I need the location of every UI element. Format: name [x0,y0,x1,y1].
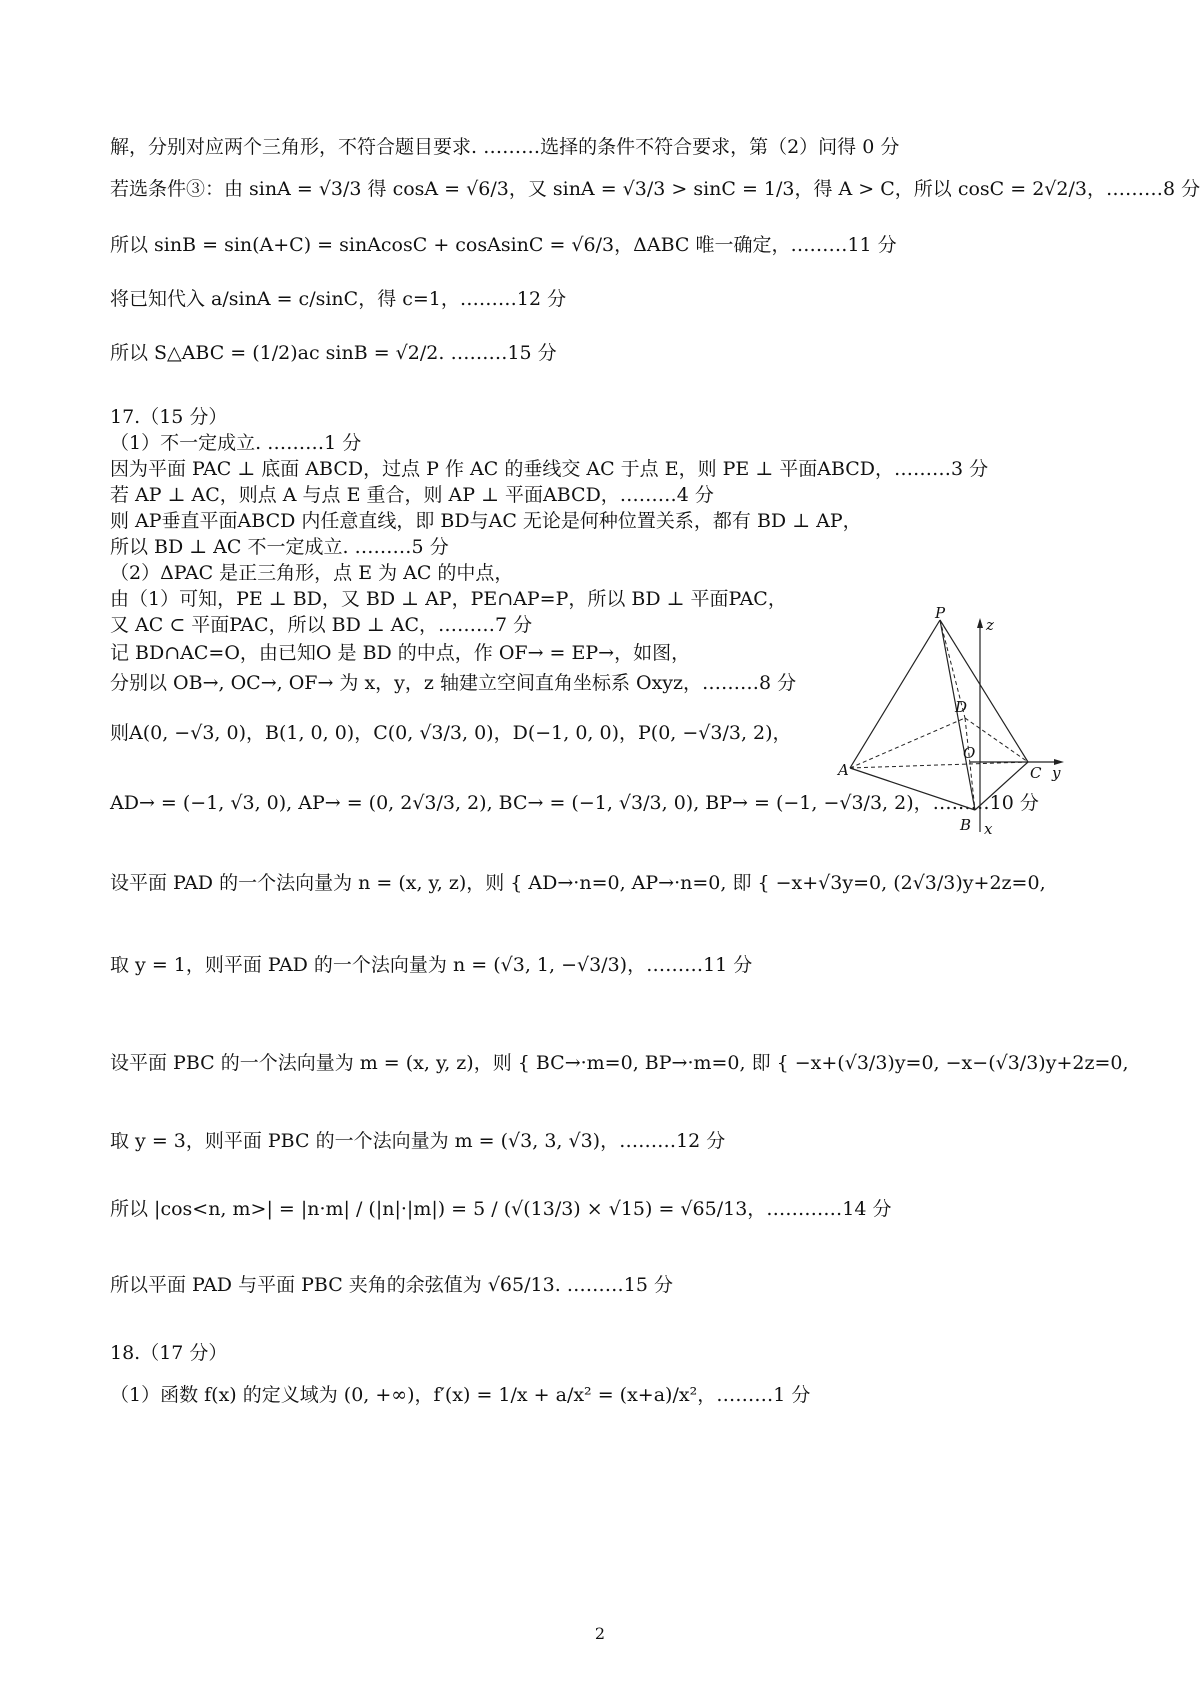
label-y: y [1052,764,1061,782]
edge-PA [850,620,940,768]
text-line: 设平面 PBC 的一个法向量为 m = (x, y, z)，则 { BC→·m=0, BP→·m=0, 即 { −x+(√3/3)y=0, −x−(√3/3)y+2z=0, [110,1052,1129,1074]
page-number: 2 [594,1624,606,1643]
text-line: 则A(0, −√3, 0)，B(1, 0, 0)，C(0, √3/3, 0)，D(−1, 0, 0)，P(0, −√3/3, 2)， [110,722,792,744]
text-line: 记 BD∩AC=O，由已知O 是 BD 的中点，作 OF→ = EP→，如图， [110,642,691,664]
pyramid-figure [838,604,1160,880]
text-line: （2）ΔPAC 是正三角形，点 E 为 AC 的中点， [110,562,514,584]
text-line: 分别以 OB→, OC→, OF→ 为 x，y，z 轴建立空间直角坐标系 Oxyz，………8 分 [110,672,797,694]
text-line: 所以平面 PAD 与平面 PBC 夹角的余弦值为 √65/13. ………15 分 [110,1274,673,1296]
label-x: x [984,820,993,838]
text-line: 则 AP垂直平面ABCD 内任意直线，即 BD与AC 无论是何种位置关系，都有 BD ⊥ AP， [110,510,862,532]
text-line: （1）函数 f(x) 的定义域为 (0, +∞)，f′(x) = 1/x + a/x² = (x+a)/x²，………1 分 [110,1384,811,1406]
text-line: 设平面 PAD 的一个法向量为 n = (x, y, z)，则 { AD→·n=0, AP→·n=0, 即 { −x+√3y=0, (2√3/3)y+2z=0, [110,872,1046,894]
text-line: AD→ = (−1, √3, 0), AP→ = (0, 2√3/3, 2), BC→ = (−1, √3/3, 0), BP→ = (−1, −√3/3, 2)，………10 分 [110,792,1039,814]
text-line: 取 y = 3，则平面 PBC 的一个法向量为 m = (√3, 3, √3)，………12 分 [110,1130,726,1152]
text-line: （1）不一定成立. ………1 分 [110,432,362,454]
edge-AB [850,768,975,810]
text-line: 将已知代入 a/sinA = c/sinC，得 c=1，………12 分 [110,288,567,310]
z-arrow-icon [977,618,983,628]
text-line: 所以 |cos<n, m>| = |n·m| / (|n|·|m|) = 5 / (√(13/3) × √15) = √65/13，…………14 分 [110,1198,892,1220]
problem-header: 18.（17 分） [110,1342,228,1364]
edge-AC [850,762,1028,768]
text-line: 所以 BD ⊥ AC 不一定成立. ………5 分 [110,536,449,558]
label-A: A [838,761,849,779]
label-B: B [960,816,972,834]
text-line: 若 AP ⊥ AC，则点 A 与点 E 重合，则 AP ⊥ 平面ABCD，………4 分 [110,484,714,506]
text-line: 因为平面 PAC ⊥ 底面 ABCD，过点 P 作 AC 的垂线交 AC 于点 E，则 PE ⊥ 平面ABCD，………3 分 [110,458,989,480]
edge-BC [975,762,1028,810]
text-line: 所以 sinB = sin(A+C) = sinAcosC + cosAsinC = √6/3，ΔABC 唯一确定，………11 分 [110,234,897,256]
edge-AD [850,718,965,768]
problem-header: 17.（15 分） [110,406,228,428]
label-P: P [935,604,946,622]
text-line: 由（1）可知，PE ⊥ BD，又 BD ⊥ AP，PE∩AP=P，所以 BD ⊥ 平面PAC， [110,588,787,610]
text-line: 若选条件③：由 sinA = √3/3 得 cosA = √6/3，又 sinA = √3/3 > sinC = 1/3，得 A > C，所以 cosC = 2√2/3，………8 分 [110,178,1200,200]
text-line: 所以 S△ABC = (1/2)ac sinB = √2/2. ………15 分 [110,342,557,364]
label-C: C [1030,764,1042,782]
label-z: z [986,616,994,634]
label-O: O [963,744,976,762]
label-D: D [955,698,968,716]
text-line: 取 y = 1，则平面 PAD 的一个法向量为 n = (√3, 1, −√3/3)，………11 分 [110,954,753,976]
text-line: 解，分别对应两个三角形，不符合题目要求. ………选择的条件不符合要求，第（2）问得 0 分 [110,136,900,158]
text-line: 又 AC ⊂ 平面PAC，所以 BD ⊥ AC，………7 分 [110,614,533,636]
